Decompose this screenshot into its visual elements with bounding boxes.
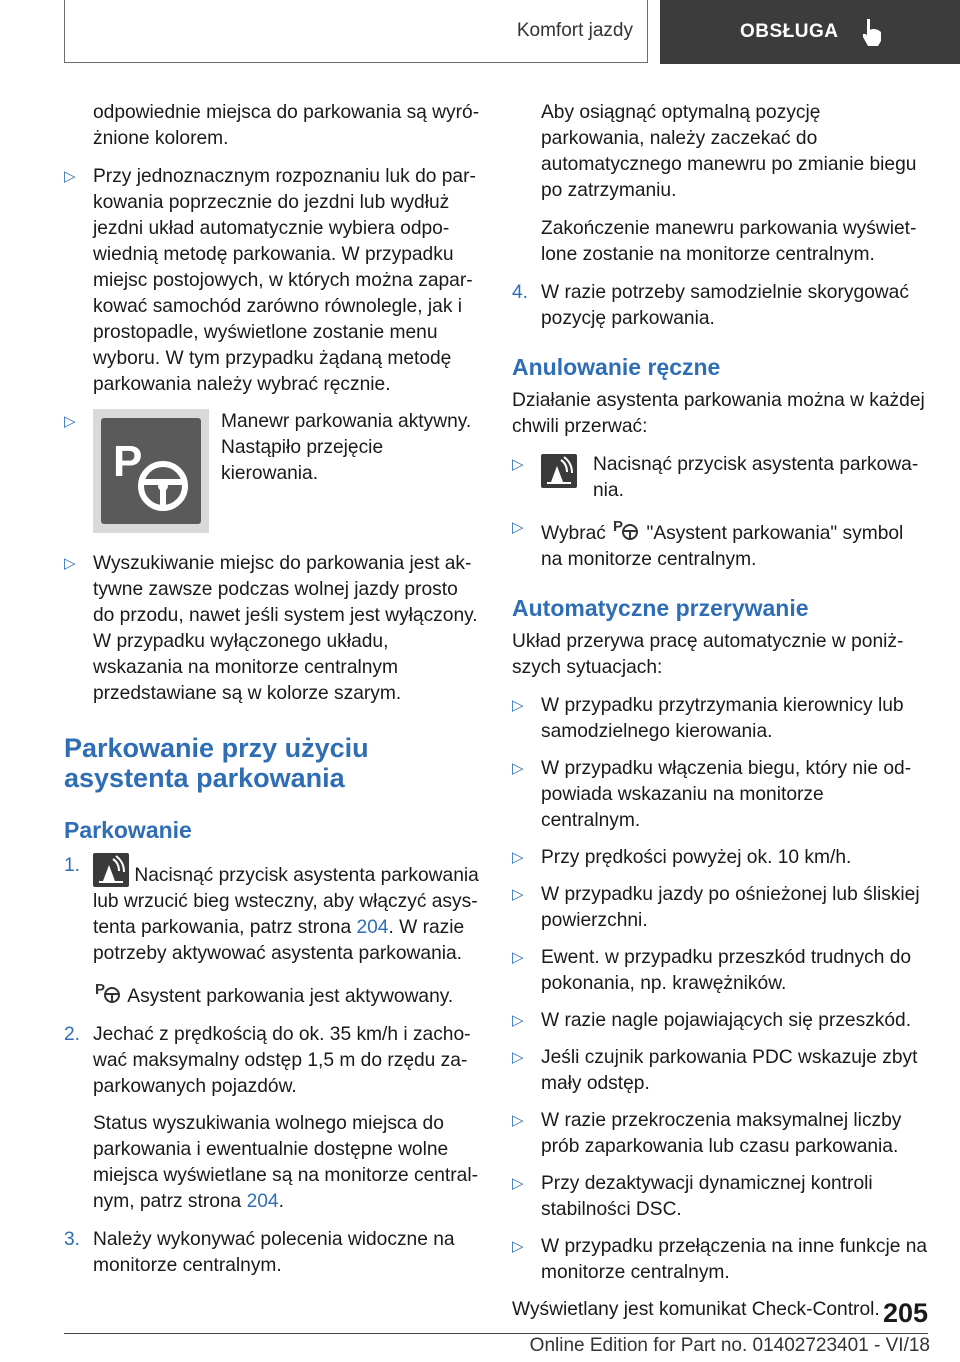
svg-text:P: P xyxy=(95,981,106,998)
bullet-marker: ▷ xyxy=(64,413,76,430)
list-item: ▷ W przypadku przełączenia na inne funkcje na monitorze centralnym. xyxy=(512,1236,928,1283)
subsection-heading: Automatyczne przerywanie xyxy=(512,595,809,621)
step-4: 4. W razie potrzeby samodzielnie skorygować pozycję parkowania. xyxy=(512,282,909,329)
footer-divider xyxy=(64,1333,928,1334)
paragraph: Aby osiągnąć optymalną pozycję parkowania, należy zaczekać do automatycznego manewru po zmianie biegu po zatrzymaniu. xyxy=(541,102,917,201)
paragraph: Działanie asystenta parkowania można w każdej chwili przerwać: xyxy=(512,390,925,437)
list-item: ▷ Jeśli czujnik parkowania PDC wskazuje zbyt mały odstęp. xyxy=(512,1047,918,1094)
svg-text:P: P xyxy=(113,437,143,486)
step-3: 3. Należy wykonywać polecenia widoczne na monitorze centralnym. xyxy=(64,1229,455,1276)
step-note: P Asystent parkowania jest aktywowany. xyxy=(64,978,482,1010)
page-link[interactable]: 204 xyxy=(246,1191,279,1212)
page-header xyxy=(64,0,960,64)
bullet-marker: ▷ xyxy=(512,519,524,536)
list-item: ▷ Przy dezaktywacji dynamicznej kontroli stabilności DSC. xyxy=(512,1173,873,1220)
paragraph: Zakończenie manewru parkowania wyświetlone zostanie na monitorze centralnym. xyxy=(541,218,917,265)
list-item: ▷ Wybrać P "Asystent parkowania" symbol na monitorze centralnym. xyxy=(512,515,928,573)
list-item: ▷ W przypadku włączenia biegu, który nie odpowiada wskazaniu na monitorze centralnym. xyxy=(512,758,912,831)
subsection-heading: Parkowanie xyxy=(64,817,192,843)
parking-assistant-button-icon xyxy=(541,454,577,488)
right-column xyxy=(512,100,928,1335)
paragraph-continued: odpowiednie miejsca do parkowania są wyróżnione kolorem. xyxy=(93,102,480,149)
bullet-marker: ▷ xyxy=(64,555,76,572)
parking-assistant-icon xyxy=(611,515,641,543)
list-item: ▷ W razie przekroczenia maksymalnej liczby prób zaparkowania lub czasu parkowania. xyxy=(512,1110,902,1157)
paragraph: Układ przerywa pracę automatycznie w poniższych sytuacjach: xyxy=(512,631,904,678)
bullet-marker: ▷ xyxy=(512,456,524,473)
list-item: ▷ W przypadku jazdy po ośnieżonej lub śliskiej powierzchni. xyxy=(512,884,920,931)
parking-assistant-icon xyxy=(93,978,123,1006)
step-number: 4. xyxy=(512,282,529,303)
list-item: ▷ Ewent. w przypadku przeszkód trudnych do pokonania, np. krawężników. xyxy=(512,947,912,994)
list-item-with-icon: ▷ P Manewr parkowania aktywny. Nastąpiło przejęcie kierowania. xyxy=(64,409,482,533)
left-column xyxy=(64,100,482,1290)
section-heading: Parkowanie przy użyciu asystenta parkowania xyxy=(64,733,369,793)
step-number: 3. xyxy=(64,1229,81,1250)
list-item: ▷ Nacisnąć przycisk asystenta parkowania. xyxy=(512,454,919,501)
edition-note: Online Edition for Part no. 01402723401 - VI/18 xyxy=(529,1335,930,1356)
chapter-tab xyxy=(660,0,960,64)
section-title: Komfort jazdy xyxy=(64,0,648,63)
step-2: 2. Jechać z prędkością do ok. 35 km/h i zachować maksymalny odstęp 1,5 m do rzędu zaparkowanych pojazdów. xyxy=(64,1024,471,1097)
page-number: 205 xyxy=(882,1298,928,1328)
list-item: ▷ W razie nagle pojawiających się przeszkód. xyxy=(512,1010,912,1031)
subsection-heading: Anulowanie ręczne xyxy=(512,354,721,380)
hand-pointer-icon xyxy=(859,17,885,47)
list-item: ▷ Przy prędkości powyżej ok. 10 km/h. xyxy=(512,847,852,868)
step-number: 2. xyxy=(64,1024,81,1045)
list-item: ▷ W przypadku przytrzymania kierownicy lub samodzielnego kierowania. xyxy=(512,695,904,742)
svg-text:P: P xyxy=(613,518,624,535)
list-item: ▷ Wyszukiwanie miejsc do parkowania jest aktywne zawsze podczas wolnej jazdy prosto do przodu, nawet jeśli system jest wyłączony. W przypadku wyłączonego układu, wskazania na monitorze centralnym przedstawiane są w kolorze szarym. xyxy=(64,553,478,704)
step-number: 1. xyxy=(64,855,81,876)
parking-steering-icon xyxy=(93,409,209,533)
auto-stop-list xyxy=(512,693,928,1286)
paragraph: Wyświetlany jest komunikat Check-Control. xyxy=(512,1299,880,1320)
parking-assistant-button-icon xyxy=(93,853,129,887)
page-link[interactable]: 204 xyxy=(356,917,389,938)
step-note: Status wyszukiwania wolnego miejsca do parkowania i ewentualnie dostępne wolne miejsca wyświetlane są na monitorze centralnym, patrz strona 204. xyxy=(93,1113,478,1212)
step-1: 1. Nacisnąć przycisk asystenta parkowania lub wrzucić bieg wsteczny, aby włączyć asystenta parkowania, patrz strona 204. W razie potrzeby aktywować asystenta parkowania. xyxy=(64,855,479,964)
chapter-title: OBSŁUGA xyxy=(740,21,839,42)
list-item: ▷ Przy jednoznacznym rozpoznaniu luk do parkowania poprzecznie do jezdni lub wydłuż jezdni układ automatycznie wybiera odpowiednią metodę parkowania. W przypadku miejsc postojowych, w których można zaparkować samochód zarówno równolegle, jak i prostopadle, wyświetlone zostanie menu wyboru. W tym przypadku żądaną metodę parkowania należy wybrać ręcznie. xyxy=(64,166,476,395)
bullet-marker: ▷ xyxy=(64,168,76,185)
